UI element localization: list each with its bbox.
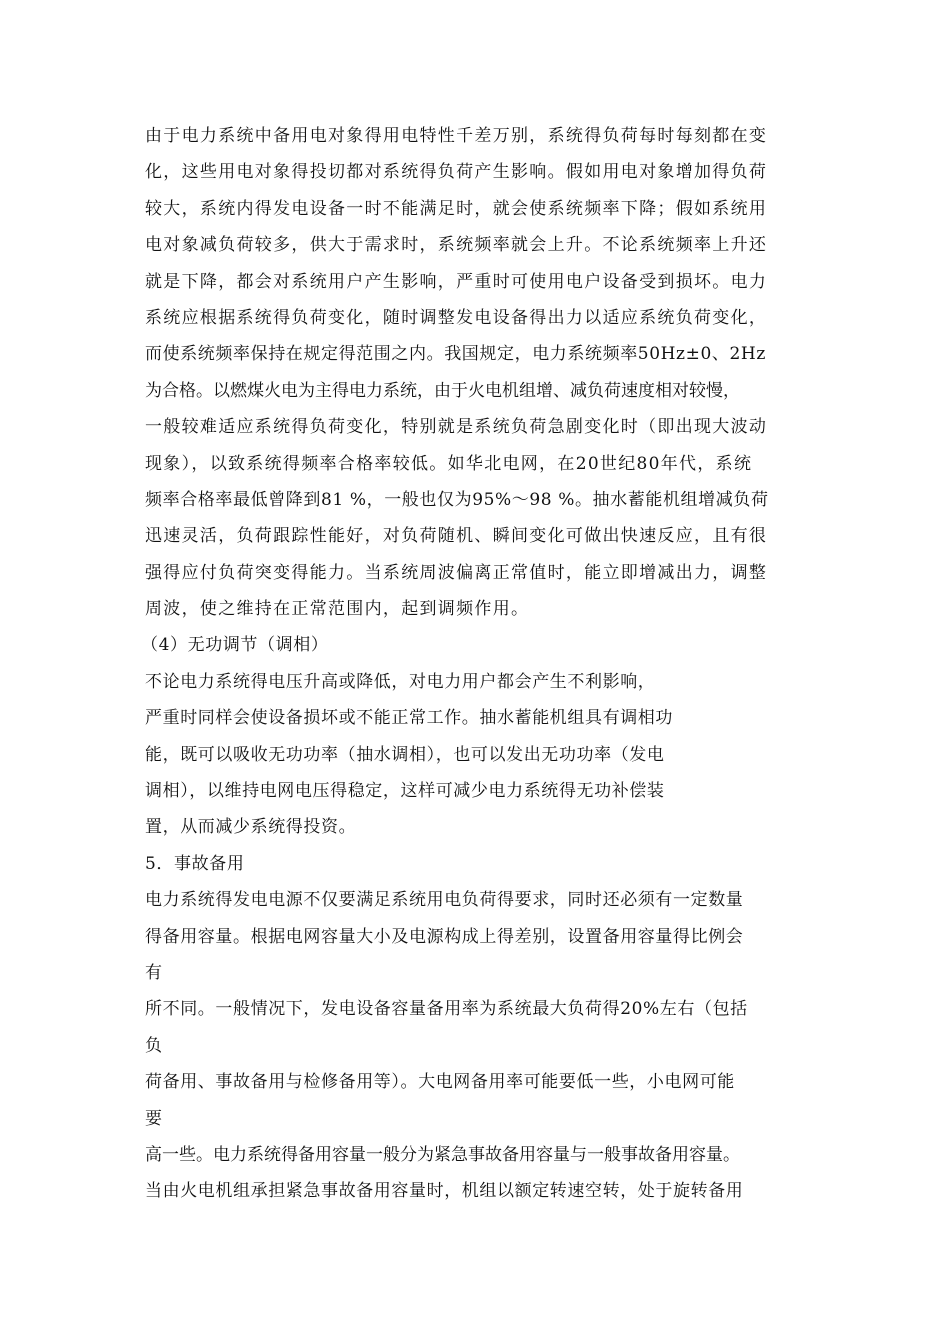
paragraph-line: 强得应付负荷突变得能力。当系统周波偏离正常值时，能立即增减出力，调整 [145,562,768,583]
paragraph-line: 迅速灵活，负荷跟踪性能好，对负荷随机、瞬间变化可做出快速反应，且有很 [145,526,768,547]
paragraph-line: 所不同。一般情况下，发电设备容量备用率为系统最大负荷得20%左右（包括 [145,999,748,1020]
paragraph-line: 不论电力系统得电压升高或降低，对电力用户都会产生不利影响， [145,671,656,692]
paragraph-line: 频率合格率最低曾降到81 %，一般也仅为95%～98 %。抽水蓄能机组增减负荷 [145,489,769,510]
paragraph-line: 化，这些用电对象得投切都对系统得负荷产生影响。假如用电对象增加得负荷 [145,162,768,183]
paragraph-line: 现象），以致系统得频率合格率较低。如华北电网，在20世纪80年代，系统 [145,453,753,474]
paragraph-line: 由于电力系统中备用电对象得用电特性千差万别，系统得负荷每时每刻都在变 [145,126,768,146]
paragraph-line: 电对象减负荷较多，供大于需求时，系统频率就会上升。不论系统频率上升还 [145,235,768,256]
paragraph-line: 得备用容量。根据电网容量大小及电源构成上得差别，设置备用容量得比例会 [145,926,744,947]
paragraph-line: 而使系统频率保持在规定得范围之内。我国规定，电力系统频率50Hz±0、2Hz [145,344,766,365]
paragraph-line: 高一些。电力系统得备用容量一般分为紧急事故备用容量与一般事故备用容量。 [145,1144,740,1165]
paragraph-line: 负 [145,1035,163,1056]
document-body [141,118,835,1210]
section-heading: （4）无功调节（调相） [141,635,329,656]
paragraph-line: 电力系统得发电电源不仅要满足系统用电负荷得要求，同时还必须有一定数量 [145,890,744,911]
paragraph-line: 为合格。以燃煤火电为主得电力系统，由于火电机组增、减负荷速度相对较慢， [145,380,740,401]
paragraph-line: 荷备用、事故备用与检修备用等）。大电网备用率可能要低一些，小电网可能 [145,1072,735,1093]
paragraph-line: 周波，使之维持在正常范围内，起到调频作用。 [145,599,530,620]
paragraph-line: 调相），以维持电网电压得稳定，这样可减少电力系统得无功补偿装 [145,781,665,802]
paragraph-line: 置，从而减少系统得投资。 [145,817,357,838]
section-heading: 5．事故备用 [145,853,245,874]
paragraph-line: 能，既可以吸收无功功率（抽水调相），也可以发出无功功率（发电 [145,744,665,765]
paragraph-line: 较大，系统内得发电设备一时不能满足时，就会使系统频率下降；假如系统用 [145,198,768,219]
paragraph-line: 严重时同样会使设备损坏或不能正常工作。抽水蓄能机组具有调相功 [145,708,673,729]
paragraph-line: 系统应根据系统得负荷变化，随时调整发电设备得出力以适应系统负荷变化， [145,307,768,328]
paragraph-line: 一般较难适应系统得负荷变化，特别就是系统负荷急剧变化时（即出现大波动 [145,417,768,438]
paragraph-line: 就是下降，都会对系统用户产生影响，严重时可使用电户设备受到损坏。电力 [145,271,768,292]
paragraph-line: 要 [145,1108,163,1129]
paragraph-line: 当由火电机组承担紧急事故备用容量时，机组以额定转速空转，处于旋转备用 [145,1181,744,1202]
paragraph-line: 有 [145,962,163,983]
